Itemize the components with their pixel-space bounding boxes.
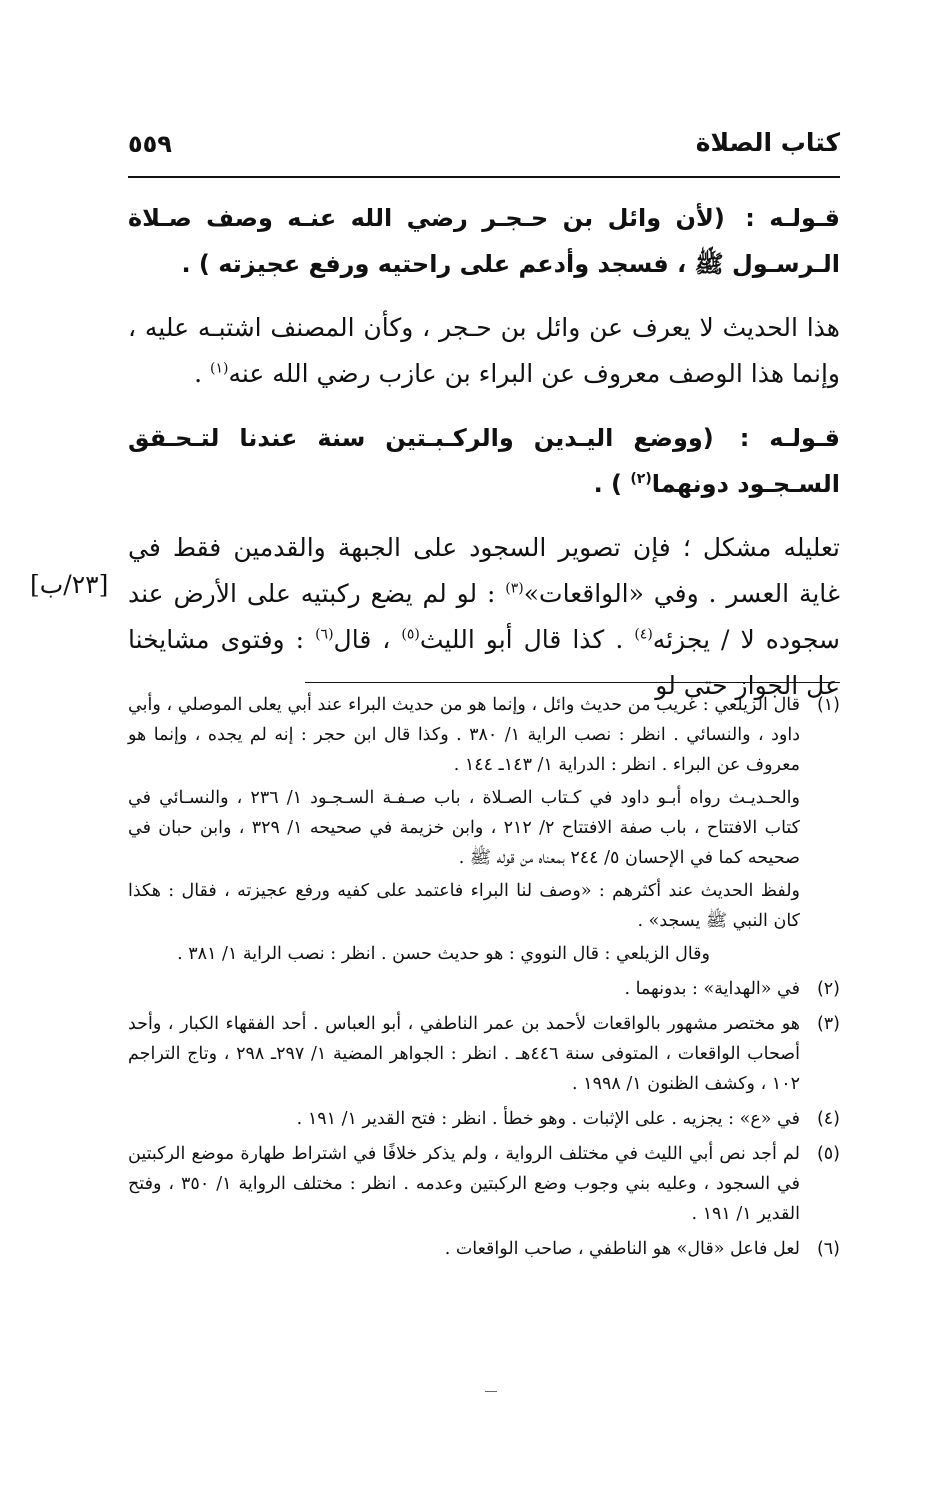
footnote-number: (١)	[816, 695, 840, 715]
footnote-1	[128, 690, 840, 972]
footnote-number: (٣)	[816, 1014, 840, 1034]
quoted-text: (لأن وائل بن حـجـر رضي الله عنـه وصف صـلاة الـرسـول ﷺ ، فسجد وأدعم على راحتيه ورفع عجيزته ) .	[128, 204, 840, 278]
footnote-ref: (١)	[210, 360, 229, 377]
running-head: كتاب الصلاة	[695, 128, 840, 157]
marginal-folio-note: [٢٣/ب]	[30, 570, 109, 599]
footnote-text: وقال الزيلعي : قال النووي : هو حديث حسن . انظر : نصب الراية ١/ ٣٨١ .	[177, 944, 710, 964]
footnote-number: (٥)	[816, 1144, 840, 1164]
paragraph-2: هذا الحديث لا يعرف عن وائل بن حـجر ، وكأن المصنف اشتبـه عليه ، وإنما هذا الوصف معروف عن البراء بن عازب رضي الله عنه$^{(١)}$ .	[128, 313, 840, 388]
footnote-text: هو مختصر مشهور بالواقعات لأحمد بن عمر الناطفي ، أبو العباس . أحد الفقهاء الكبار ، وأحد أصحاب الواقعات ، المتوفى سنة ٤٤٦هـ . انظر : الجواهر المضية ١/ ٢٩٧ـ ٢٩٨ ، وتاج التراجم ١٠٢ ، وكشف الظنون ١/ ١٩٩٨ .	[128, 1014, 800, 1094]
footnote-2	[128, 974, 840, 1007]
paragraph-3: قـولـه : (ووضع اليـدين والركـبـتين سنة عندنا لتـحـقق السـجـود دونهما$^{(٢)}$ ) .	[128, 424, 841, 498]
footnote-text: ولفظ الحديث عند أكثرهم : «وصف لنا البراء فاعتمد على كفيه ورفع عجيزته ، فقال : هكذا كان النبي ﷺ يسجد» .	[128, 881, 800, 931]
footnote-text: قال الزيلعي : غريب من حديث وائل ، وإنما هو من حديث البراء عند أبي يعلى الموصلي ، وأبي داود ، والنسائي . انظر : نصب الراية ١/ ٣٨٠ . وكذا قال ابن حجر : إنه لم يجده ، وإنما هو معروف عن البراء . انظر : الدراية ١/ ١٤٣ـ ١٤٤ .	[128, 695, 800, 775]
footnote-number: (٤)	[816, 1109, 840, 1129]
footnote-ref: (٦)	[315, 626, 334, 643]
footnote-3	[128, 1009, 840, 1102]
footnote-text: لم أجد نص أبي الليث في مختلف الرواية ، ولم يذكر خلافًا في اشتراط طهارة موضع الركبتين في السجود ، وعليه بني وجوب وضع الركبتين وعدمه . انظر : مختلف الرواية ١/ ٣٥٠ ، وفتح القدير ١/ ١٩١ .	[128, 1144, 800, 1224]
page-number: ٥٥٩	[128, 130, 172, 158]
bottom-mark	[485, 1391, 497, 1392]
footnote-ref: (٣)	[505, 580, 524, 597]
quoted-text: (ووضع اليـدين والركـبـتين سنة عندنا لتـحـقق السـجـود دونهما	[128, 424, 840, 498]
qawl-label: قـولـه :	[745, 204, 841, 232]
paragraph-1	[128, 195, 840, 287]
footnote-ref: (٤)	[634, 626, 653, 643]
footnote-4	[128, 1104, 840, 1137]
footnote-number: (٦)	[816, 1239, 840, 1259]
footnote-text: في «الهداية» : بدونهما .	[624, 979, 800, 999]
footnote-ref: (٢)	[630, 471, 652, 487]
footnote-number: (٢)	[816, 979, 840, 999]
footnote-5	[128, 1139, 840, 1232]
footnote-text: لعل فاعل «قال» هو الناطفي ، صاحب الواقعات .	[444, 1239, 800, 1259]
footnote-text: في «ع» : يجزيه . على الإثبات . وهو خطأ . انظر : فتح القدير ١/ ١٩١ .	[296, 1109, 800, 1129]
paragraph-text: هذا الحديث لا يعرف عن وائل بن حـجر ، وكأن المصنف اشتبـه عليه ، وإنما هذا الوصف معروف عن البراء بن عازب رضي الله عنه	[128, 313, 840, 388]
footnote-6	[128, 1234, 840, 1267]
footnote-separator	[305, 682, 840, 683]
footnote-text: والحـديـث رواه أبـو داود في كـتاب الصـلاة ، باب صـفـة السـجـود ١/ ٢٣٦ ، والنسـائي في كتاب الافتتاح ، باب صفة الافتتاح ٢/ ٢١٢ ، وابن خزيمة في صحيحه ١/ ٣٢٩ ، وابن حبان في صحيحه كما في الإحسان ٥/ ٢٤٤ بمعناه من قوله ﷺ .	[128, 788, 801, 868]
qawl-label: قـولـه :	[739, 424, 841, 452]
footnotes	[128, 690, 840, 1269]
paragraph-4: تعليله مشكل ؛ فإن تصوير السجود على الجبهة والقدمين فقط في غاية العسر . وفي «الواقعات»$^{(٣)}$ : لو لم يضع ركبتيه على الأرض عند سجوده لا / يجزئه$^{(٤)}$ . كذا قال أبو الليث$^{(٥)}$ ، قال$^{(٦)}$ : وفتوى مشايخنا عل الجواز حتى لو	[128, 533, 841, 700]
main-text	[128, 195, 840, 727]
footnote-ref: (٥)	[401, 626, 420, 643]
header-rule	[128, 176, 840, 178]
